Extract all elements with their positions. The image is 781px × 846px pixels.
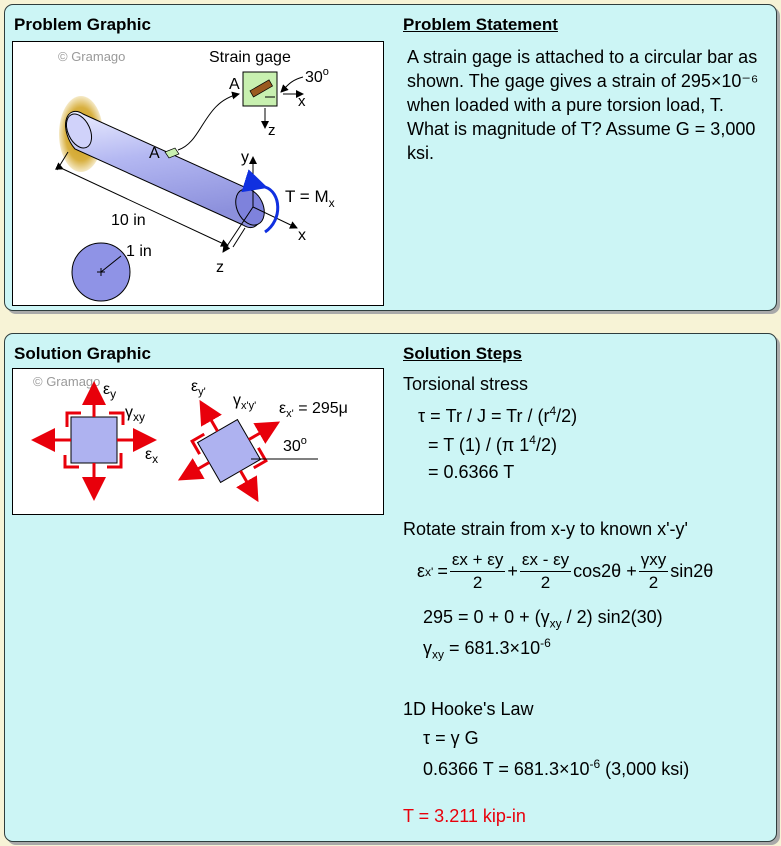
strain-element-diagram [13, 369, 383, 514]
gamma-xpyp-label: $\gamma_{x'y'}$ [233, 392, 257, 412]
solution-panel [4, 333, 777, 842]
problem-diagram [13, 42, 383, 305]
solution-steps-header: Solution Steps [403, 344, 522, 363]
radius-label: 1 in [126, 243, 152, 260]
torque-label: $T = M_x$ [285, 187, 335, 210]
eps-x-label: $\varepsilon_x$ [145, 446, 159, 466]
point-a-bar: A [149, 145, 160, 162]
step2-title: Rotate strain from x-y to known x'-y' [403, 519, 688, 539]
final-answer: T = 3.211 kip-in [403, 806, 526, 826]
eps-yp-label: $\varepsilon_{y'}$ [191, 378, 206, 398]
step1-title: Torsional stress [403, 374, 529, 394]
step3-line2: 0.6366 $T = 681.3\times 10^{-6}$ (3,000 ksi) [423, 757, 690, 779]
problem-figure [12, 41, 384, 306]
element-xy [37, 387, 151, 495]
element-rotated [157, 379, 302, 514]
strain-gage-label: Strain gage [209, 49, 291, 66]
axis-z: z [216, 259, 224, 276]
torque-arrow [265, 187, 278, 232]
step2-line2: $295 = 0 + 0 + (\gamma_{xy} / 2)$ sin2(30) [423, 607, 663, 631]
gamma-xy-label: $\gamma_{xy}$ [125, 404, 145, 424]
problem-graphic-header: Problem Graphic [14, 15, 151, 34]
step1-line3: = 0.6366 T [428, 462, 515, 482]
leader-arrow [178, 94, 239, 150]
step1-line1: $\tau = Tr / J = Tr / (r^4/2)$ [418, 404, 578, 426]
gage-axis-x: x [298, 93, 306, 110]
problem-statement-header: Problem Statement [403, 15, 558, 34]
problem-panel [4, 4, 777, 311]
eps-xp-label: $\varepsilon_{x'} = 295\mu$ [279, 400, 348, 420]
axis-x: x [298, 227, 306, 244]
step3-title: 1D Hooke's Law [403, 699, 534, 719]
solution-graphic-header: Solution Graphic [14, 344, 151, 363]
problem-statement [407, 45, 767, 165]
angle-label: 30$^o$ [305, 66, 329, 86]
step2-line3: $\gamma_{xy} = 681.3\times 10^{-6}$ [423, 636, 551, 662]
step2-formula: ε x' = $\frac{\varepsilon x + \varepsilon y}{2}$ + $\frac{\varepsilon x - \varepsilon y}{2}$ cos2θ + $\frac{\text{γxy}}{2}$ sin2θ [417, 550, 714, 592]
solution-figure [12, 368, 384, 515]
point-a: A [229, 76, 240, 93]
axis-y: y [241, 149, 249, 166]
length-label: 10 in [111, 212, 146, 229]
gage-axis-z: z [268, 122, 276, 139]
watermark: © Gramago [33, 374, 101, 389]
circular-bar [61, 110, 269, 230]
eps-y-label: $\varepsilon_y$ [103, 381, 117, 401]
watermark: © Gramago [58, 49, 126, 64]
angle-label-sol: 30$^o$ [283, 435, 307, 455]
step3-line1: τ = γ G [423, 728, 479, 748]
problem-statement-text: A strain gage is attached to a circular bar as shown. The gage gives a strain of 295×10⁻⁶ when loaded with a pure torsion load, T. What is magnitude of T? Assume G = 3,000 ksi. [407, 47, 759, 163]
step1-line2: = T (1) / (π $1^4/2$) [428, 433, 557, 455]
